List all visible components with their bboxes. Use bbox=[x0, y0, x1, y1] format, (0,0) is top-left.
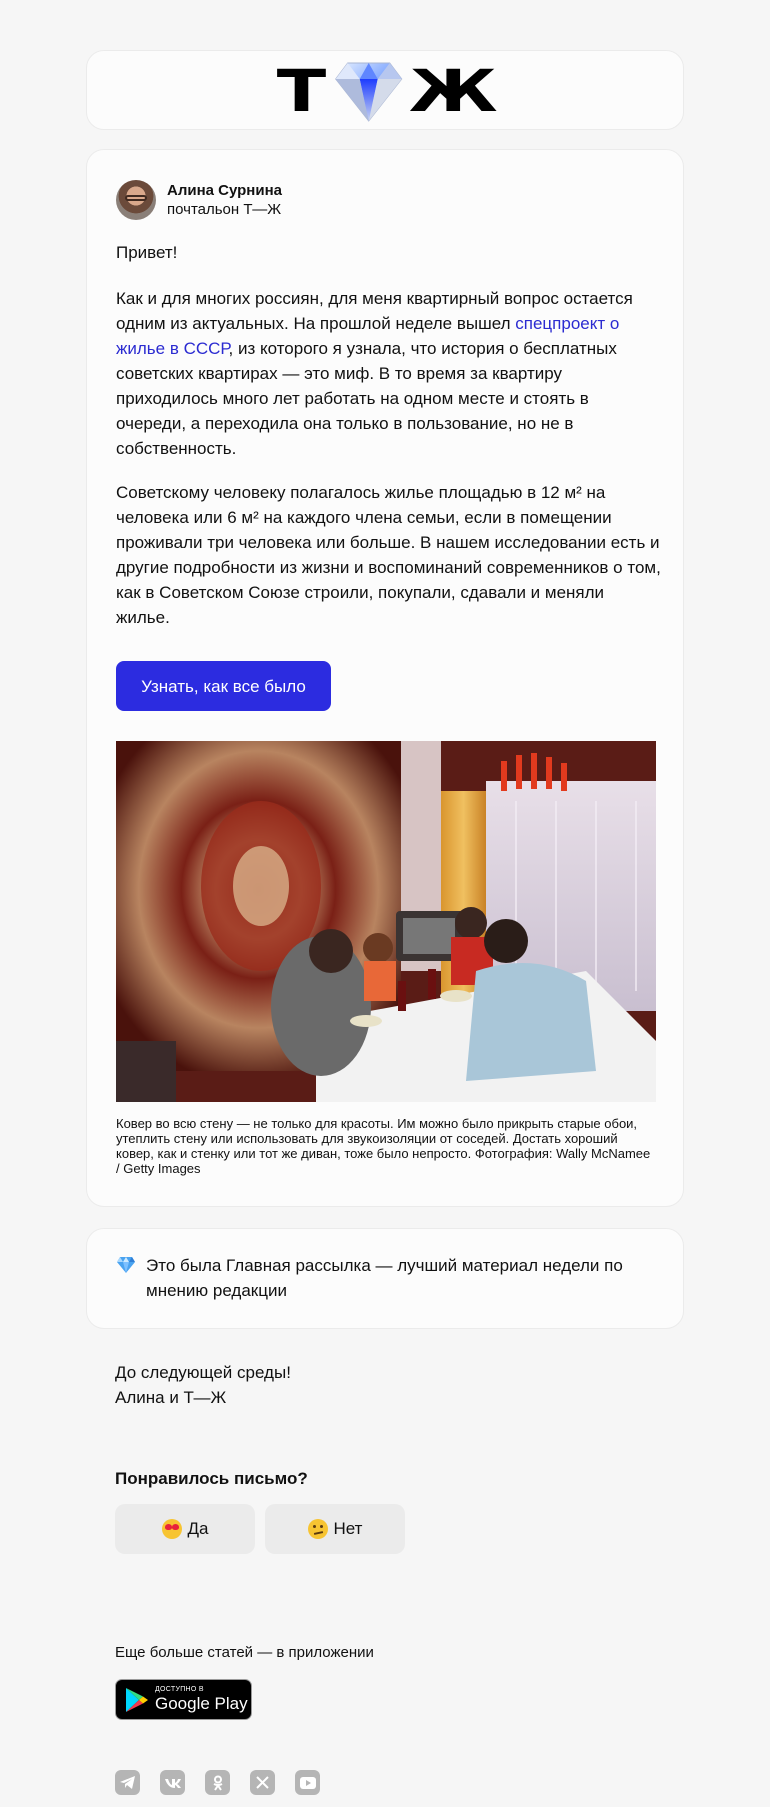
author-block bbox=[116, 180, 282, 220]
logo-letter-t: Т bbox=[276, 57, 327, 125]
header-card bbox=[86, 50, 684, 130]
confused-face-icon bbox=[308, 1519, 328, 1539]
author-name: Алина Сурнина bbox=[167, 182, 282, 199]
gem-icon bbox=[116, 1256, 136, 1274]
google-play-small-text: ДОСТУПНО В bbox=[155, 1686, 204, 1693]
odnoklassniki-icon[interactable] bbox=[205, 1770, 230, 1795]
telegram-icon[interactable] bbox=[115, 1770, 140, 1795]
digest-text: Это была Главная рассылка — лучший материал недели по мнению редакции bbox=[146, 1256, 623, 1300]
article-photo[interactable] bbox=[116, 741, 656, 1102]
author-role: почтальон Т—Ж bbox=[167, 201, 282, 218]
signoff bbox=[115, 1360, 291, 1410]
google-play-text bbox=[155, 1686, 248, 1713]
feedback-yes-button[interactable] bbox=[115, 1504, 255, 1554]
app-promo-text: Еще больше статей — в приложении bbox=[115, 1644, 374, 1661]
avatar bbox=[116, 180, 156, 220]
special-project-link[interactable]: спецпроект о жилье в СССР bbox=[116, 314, 620, 358]
diamond-logo-icon bbox=[333, 59, 403, 123]
feedback-title: Понравилось письмо? bbox=[115, 1469, 308, 1488]
paragraph-intro-text-end: , из которого я узнала, что история о бесплатных советских квартирах — это миф. В то время за квартиру приходилось много лет работать на одном месте и стоять в очереди, а переходила она только в пользование, но не в собственность. bbox=[116, 339, 617, 458]
greeting: Привет! bbox=[116, 243, 178, 262]
youtube-icon[interactable] bbox=[295, 1770, 320, 1795]
paragraph-details: Советскому человеку полагалось жилье площадью в 12 м² на человека или 6 м² на каждого члена семьи, если в помещении проживали три человека или больше. В нашем исследовании есть и другие подробности из жизни и воспоминаний современников о том, как в Советском Союзе строили, покупали, сдавали и меняли жилье. bbox=[116, 483, 661, 627]
photo-caption: Ковер во всю стену — не только для красоты. Им можно было прикрыть старые обои, утеплить стену или использовать для звукоизоляции от соседей. Достать хороший ковер, как и стенку или тот же диван, тоже было непросто. Фотография: Wally McNamee / Getty Images bbox=[116, 1116, 651, 1176]
social-links bbox=[115, 1770, 340, 1795]
author-info bbox=[167, 181, 282, 219]
letter-card bbox=[86, 149, 684, 1207]
vk-icon[interactable] bbox=[160, 1770, 185, 1795]
tzh-logo[interactable] bbox=[276, 57, 498, 125]
paragraph-intro-text-start: Как и для многих россиян, для меня квартирный вопрос остается одним из актуальных. На прошлой неделе вышел bbox=[116, 289, 633, 333]
x-icon[interactable] bbox=[250, 1770, 275, 1795]
digest-card bbox=[86, 1228, 684, 1329]
google-play-badge[interactable] bbox=[115, 1679, 252, 1720]
heart-eyes-icon bbox=[162, 1519, 182, 1539]
signoff-line1: До следующей среды! bbox=[115, 1363, 291, 1382]
signoff-line2: Алина и Т—Ж bbox=[115, 1388, 227, 1407]
learn-more-button[interactable]: Узнать, как все было bbox=[116, 661, 331, 711]
logo-letter-zh: Ж bbox=[408, 57, 498, 125]
feedback-no-button[interactable] bbox=[265, 1504, 405, 1554]
google-play-big-text: Google Play bbox=[155, 1694, 248, 1713]
paragraph-intro bbox=[116, 286, 661, 461]
google-play-icon bbox=[125, 1687, 149, 1713]
feedback-no-label: Нет bbox=[333, 1519, 363, 1538]
soviet-apartment-photo bbox=[116, 741, 656, 1102]
feedback-yes-label: Да bbox=[187, 1519, 209, 1538]
